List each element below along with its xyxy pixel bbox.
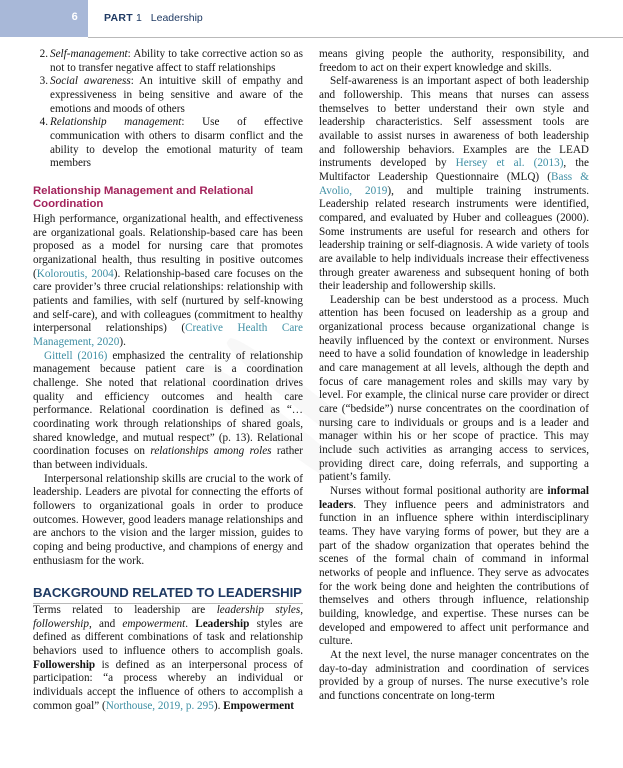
list-item: [39, 75, 303, 116]
paragraph-empowerment-continued: means giving people the authority, responsibility, and freedom to act on their expert knowledge and skills.: [319, 48, 589, 74]
header-breadcrumb: [104, 12, 203, 24]
list-item-text: : An intuitive skill of empathy and expressiveness in being sensitive and aware of the emotions and moods of others: [50, 75, 303, 115]
folio-block: [0, 0, 88, 37]
list-item-number: 3.: [39, 75, 48, 88]
list-item: [39, 48, 303, 75]
paragraph-self-awareness: [319, 75, 589, 294]
paragraph-interpersonal-skills: Interpersonal relationship skills are crucial to the work of leadership. Leaders are pivotal for connecting the efforts of followers to organizational goals in order to produce outcomes. However, good leaders manage relationships and are anchors to the vision and the larger mission, guides to coping and being productive, and champions of energy and enthusiasm for the work.: [33, 472, 303, 567]
paragraph-text: , the Multifactor Leadership Questionnaire (MLQ) (: [319, 157, 589, 183]
page-running-header: [0, 0, 623, 37]
header-part-title: Leadership: [150, 12, 203, 24]
header-part-number-value: 1: [135, 12, 142, 24]
paragraph-gittell-relational-coordination: [33, 350, 303, 473]
paragraph-text: and: [91, 617, 123, 630]
list-item-text: : Ability to take corrective action so as not to transfer negative affect to staff relationships: [50, 48, 303, 74]
list-item-number: 4.: [39, 116, 48, 129]
left-column: [33, 48, 303, 760]
citation-creative-health-care-management: Creative Health Care Management, 2020: [33, 322, 303, 348]
term-informal-leaders: informal leaders: [319, 485, 589, 511]
emotional-intelligence-list: [33, 48, 303, 171]
paragraph-text: ).: [213, 699, 224, 712]
page-number: 6: [71, 11, 78, 23]
header-part-label: PART: [104, 12, 134, 24]
subsection-heading-relationship-management: Relationship Management and Relational Coordination: [33, 184, 254, 210]
citation-koloroutis: Koloroutis, 2004: [36, 267, 114, 280]
paragraph-text: ). Relationship-based care focuses on the care provider’s three crucial relationships: relationship with patients and families, with self (nurtured by self-knowing and self-care), and with colleagues (commitment to healthy interpersonal relationships) (: [33, 267, 304, 335]
paragraph-text: High performance, organizational health, and effectiveness are organizational goals. Relationship-based care has been proposed as a model for nursing care that promotes organizational health, thus resulting in positive outcomes (: [33, 213, 303, 280]
citation-northouse: Northouse, 2019, p. 295: [105, 699, 214, 712]
paragraph-text: emphasized the centrality of relationship management because patient care is a coordination challenge. She noted that relational coordination drives quality and efficiency outcomes and health care performance. Relational coordination is defined as “… coordinating work through relationships of shared goals, shared knowledge, and mutual respect” (p. 13). Relational coordination focuses on: [33, 349, 303, 458]
paragraph-text: .: [185, 617, 196, 630]
list-item-term: Relationship management: [50, 116, 182, 129]
citation-gittell: Gittell (2016): [44, 349, 108, 362]
paragraph-text: Nurses without formal positional authority are: [330, 485, 548, 497]
citation-hersey-et-al: Hersey et al. (2013): [455, 157, 564, 170]
emphasis-leadership-styles-followership: leadership styles, followership,: [33, 604, 303, 630]
right-column: [319, 48, 589, 760]
paragraph-text: is defined as an interpersonal process of participation: “a process whereby an individual or individuals accept the influence of others to accomplish a common goal” (: [33, 658, 303, 712]
citation-bass-avolio: Bass & Avolio, 2019: [319, 170, 589, 197]
list-item: [39, 116, 303, 171]
paragraph-text: rather than between individuals.: [33, 445, 303, 471]
emphasis-relationships-among-roles: relationships among roles: [150, 445, 272, 458]
paragraph-text: ).: [119, 336, 126, 348]
paragraph-text: styles are defined as different combinations of task and relationship behaviors used to influence others to accomplish goals.: [33, 617, 304, 658]
paragraph-informal-leaders: [319, 485, 589, 649]
term-empowerment: Empowerment: [223, 699, 295, 712]
section-heading-background-related-to-leadership: BACKGROUND RELATED TO LEADERSHIP: [33, 585, 303, 604]
paragraph-nurse-manager: At the next level, the nurse manager concentrates on the day-to-day administration and coordination of services provided by a group of nurses. The nurse executive’s role and functions concentrate on long-term: [319, 648, 589, 702]
emphasis-empowerment: empowerment: [122, 617, 186, 630]
paragraph-terms-related-to-leadership: [33, 604, 303, 713]
page-body: [0, 48, 623, 760]
paragraph-leadership-as-process: Leadership can be best understood as a process. Much attention has been focused on leadership as a group and organizational process because organizational change is heavily influenced by the context or environment. Nurses need to have a solid foundation of knowledge in leadership and care management at all levels, although the depth and focus of care management roles and skills may vary by level. For example, the clinical nurse care provider or direct care (“bedside”) nurse concentrates on the coordination of nursing care to individuals or groups and is a leader and manager within his or her scope of practice. This may include such activities as arranging access to services, providing direct care, doing referrals, and supporting a patient’s family.: [319, 293, 589, 484]
paragraph-text: Self-awareness is an important aspect of both leadership and followership. This means that nurses can assess themselves to better understand their own style and leadership characteristics. Self assessment tools are available to assist nurses in awareness of both leadership and followership behaviors. Examples are the LEAD instruments developed by: [319, 75, 589, 170]
paragraph-text: ), and multiple training instruments. Leadership related research instruments were identified, compared, and evaluated by Huber and colleagues (2000). Some instruments are useful for research and others for leadership training or self-diagnosis. A wide variety of tools are available to help individuals increase their effectiveness through greater awareness and subsequent honing of both their leadership and followership skills.: [319, 184, 590, 293]
paragraph-relationship-based-care: [33, 213, 303, 350]
paragraph-text: Terms related to leadership are: [33, 604, 217, 617]
list-item-term: Self-management: [50, 48, 128, 60]
list-item-text: : Use of effective communication with others to disarm conflict and the ability to develop the emotional maturity of team members: [50, 116, 303, 170]
term-leadership: Leadership: [195, 617, 250, 630]
list-item-term: Social awareness: [50, 75, 131, 88]
term-followership: Followership: [33, 658, 96, 671]
paragraph-text: . They influence peers and administrators and function in an influence sphere within interdisciplinary teams. They have varying forms of power, but they are a part of the shadow organization that operates behind the scenes of the formal chain of command in informal networks of people and influence. They serve as advocates for the work being done and heighten the contributions of themselves and others through influence, relationship building, knowledge, and expertise. These nurses can be developed and empowered to affect unit performance and culture.: [319, 498, 589, 648]
list-item-number: 2.: [39, 48, 48, 60]
header-divider: [88, 37, 623, 38]
